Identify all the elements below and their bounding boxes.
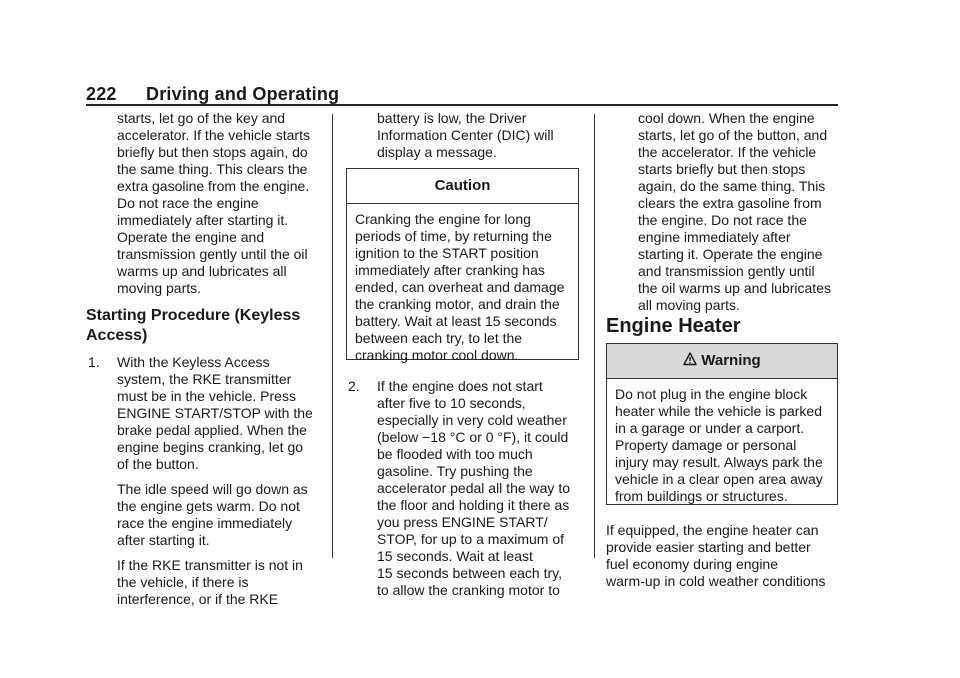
text-line: and transmission gently until [638, 263, 815, 279]
text-line: from buildings or structures. [615, 488, 788, 504]
text-line: Do not race the engine [117, 195, 259, 211]
text-line: of the button. [117, 456, 199, 472]
text-line: cool down. When the engine [638, 110, 815, 126]
text-line: starts, let go of the button, and [638, 127, 828, 143]
text-line: 15 seconds. Wait at least [377, 548, 533, 564]
page-header [86, 84, 339, 105]
text-line: transmission gently until the oil [117, 246, 308, 262]
text-line: the engine gets warm. Do not [117, 498, 300, 514]
text-line: warm-up in cold weather conditions [606, 573, 826, 589]
text-line: periods of time, by returning the [355, 228, 552, 244]
text-line: moving parts. [117, 280, 202, 296]
list-number: 2. [348, 378, 360, 394]
text-line: immediately after cranking has [355, 262, 545, 278]
list-item-2 [346, 378, 586, 599]
text-line: heater while the vehicle is parked [615, 403, 823, 419]
heading-line: Access) [86, 327, 148, 344]
page-number: 222 [86, 84, 117, 104]
text-line: between each try, to let the [355, 330, 523, 346]
text-line: after five to 10 seconds, [377, 395, 526, 411]
text-line: warms up and lubricates all [117, 263, 287, 279]
text-line: Do not plug in the engine block [615, 386, 808, 402]
text-line: brake pedal applied. When the [117, 422, 307, 438]
text-line: injury may result. Always park the [615, 454, 823, 470]
text-line: must be in the vehicle. Press [117, 388, 296, 404]
rke-paragraph [86, 557, 326, 608]
text-line: (below −18 °C or 0 °F), it could [377, 429, 569, 445]
text-line: Property damage or personal [615, 437, 797, 453]
col1-continued-text [86, 110, 326, 297]
warning-title: Warning [701, 352, 761, 369]
text-line: the vehicle, if there is [117, 574, 249, 590]
text-line: after starting it. [117, 532, 210, 548]
warning-title-bar [607, 344, 837, 379]
engine-heater-heading: Engine Heater [606, 315, 741, 337]
text-line: the oil warms up and lubricates [638, 280, 831, 296]
list-item-1 [86, 354, 326, 473]
text-line: briefly but then stops again, do [117, 144, 308, 160]
idle-speed-paragraph [86, 481, 326, 549]
text-line: cranking motor cool down. [355, 347, 519, 363]
text-line: gasoline. Try pushing the [377, 463, 533, 479]
text-line: the engine. Do not race the [638, 212, 807, 228]
text-line: immediately after starting it. [117, 212, 289, 228]
text-line: Cranking the engine for long [355, 211, 531, 227]
caution-body [347, 204, 578, 364]
text-line: 15 seconds between each try, [377, 565, 562, 581]
text-line: the cranking motor, and drain the [355, 296, 560, 312]
text-line: all moving parts. [638, 297, 740, 313]
text-line: STOP, for up to a maximum of [377, 531, 565, 547]
warning-triangle-icon [683, 352, 697, 366]
text-line: the same thing. This clears the [117, 161, 308, 177]
text-line: If the RKE transmitter is not in [117, 557, 303, 573]
column-1 [86, 110, 326, 608]
text-line: again, do the same thing. This [638, 178, 826, 194]
text-line: starting it. Operate the engine [638, 246, 823, 262]
engine-heater-paragraph [606, 522, 846, 590]
text-line: With the Keyless Access [117, 354, 270, 370]
text-line: clears the extra gasoline from [638, 195, 822, 211]
col3-continued-text [606, 110, 846, 314]
caution-box [346, 168, 579, 363]
text-line: extra gasoline from the engine. [117, 178, 310, 194]
text-line: starts, let go of the key and [117, 110, 286, 126]
text-line: starts briefly but then stops [638, 161, 806, 177]
text-line: fuel economy during engine [606, 556, 779, 572]
text-line: If the engine does not start [377, 378, 543, 394]
column-divider-2 [594, 114, 595, 558]
text-line: to allow the cranking motor to [377, 582, 560, 598]
text-line: battery. Wait at least 15 seconds [355, 313, 557, 329]
heading-line: Starting Procedure (Keyless [86, 307, 301, 324]
text-line: Information Center (DIC) will [377, 127, 554, 143]
caution-title: Caution [347, 169, 578, 204]
col2-continued-text [346, 110, 586, 161]
column-2-list [346, 378, 586, 599]
text-line: display a message. [377, 144, 497, 160]
text-line: accelerator. If the vehicle starts [117, 127, 310, 143]
text-line: provide easier starting and better [606, 539, 811, 555]
text-line: in a garage or under a carport. [615, 420, 805, 436]
text-line: battery is low, the Driver [377, 110, 527, 126]
column-2 [346, 110, 586, 161]
text-line: The idle speed will go down as [117, 481, 308, 497]
text-line: race the engine immediately [117, 515, 293, 531]
section-heading-keyless [86, 306, 326, 346]
header-rule [86, 104, 838, 106]
warning-box [606, 343, 838, 505]
text-line: Operate the engine and [117, 229, 265, 245]
warning-body [607, 379, 837, 505]
text-line: vehicle in a clear open area away [615, 471, 823, 487]
text-line: ended, can overheat and damage [355, 279, 565, 295]
text-line: engine begins cranking, let go [117, 439, 304, 455]
text-line: especially in very cold weather [377, 412, 567, 428]
list-number: 1. [88, 354, 100, 370]
text-line: engine immediately after [638, 229, 791, 245]
section-title: Driving and Operating [146, 84, 340, 104]
text-line: the floor and holding it there as [377, 497, 570, 513]
text-line: interference, or if the RKE [117, 591, 279, 607]
text-line: system, the RKE transmitter [117, 371, 292, 387]
text-line: If equipped, the engine heater can [606, 522, 819, 538]
text-line: ENGINE START/STOP with the [117, 405, 313, 421]
text-line: the accelerator. If the vehicle [638, 144, 817, 160]
column-3 [606, 110, 846, 314]
text-line: accelerator pedal all the way to [377, 480, 570, 496]
text-line: be flooded with too much [377, 446, 533, 462]
column-divider-1 [332, 114, 333, 558]
text-line: ignition to the START position [355, 245, 539, 261]
text-line: you press ENGINE START/ [377, 514, 548, 530]
